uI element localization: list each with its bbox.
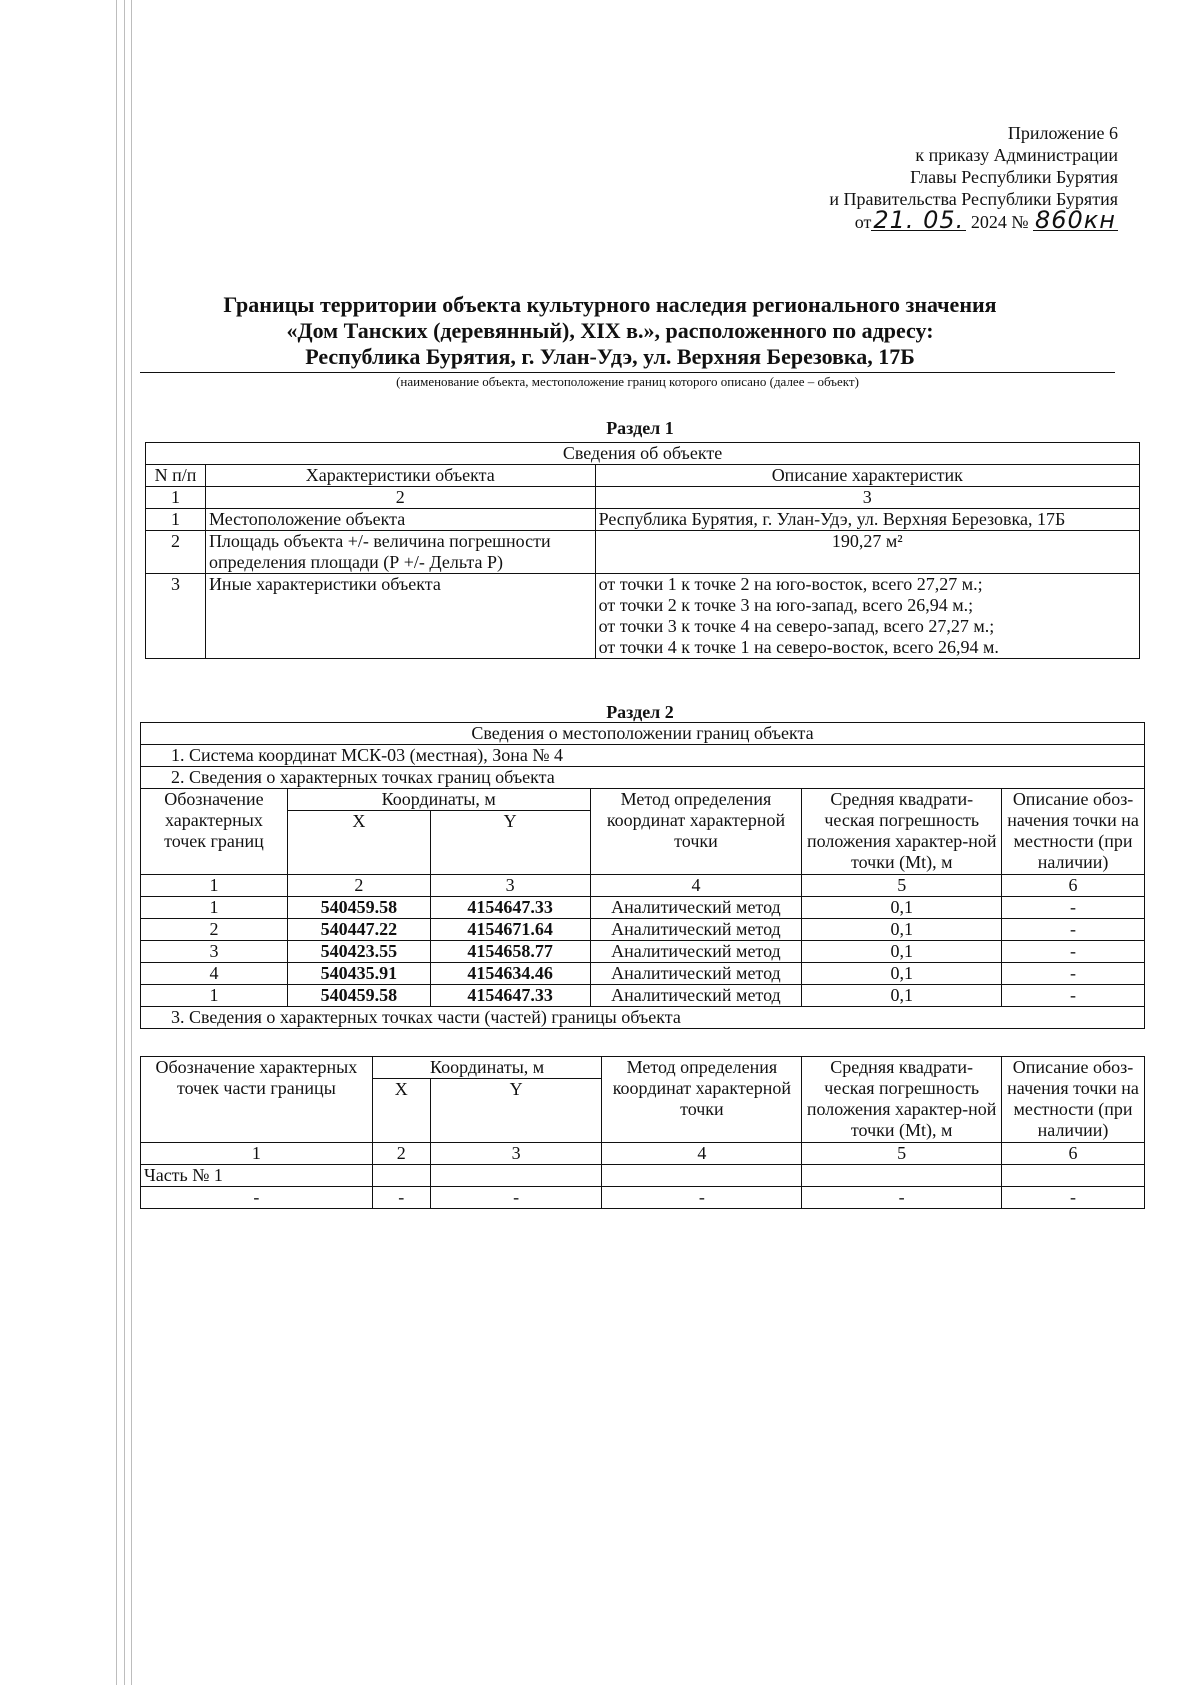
point-desc: - bbox=[1002, 941, 1145, 963]
coord-system-row: 1. Система координат МСК-03 (местная), Зона № 4 bbox=[141, 745, 1145, 767]
point-mt: 0,1 bbox=[802, 985, 1002, 1007]
point-x: 540447.22 bbox=[287, 919, 430, 941]
title-line: Республика Бурятия, г. Улан-Удэ, ул. Верхняя Березовка, 17Б bbox=[305, 344, 915, 369]
column-header: Обозначение характерных точек части границы bbox=[141, 1057, 373, 1143]
column-header: X bbox=[287, 811, 430, 875]
column-number: 2 bbox=[205, 487, 595, 509]
column-number: 5 bbox=[802, 1143, 1002, 1165]
table-row bbox=[141, 941, 1145, 963]
point-y: 4154647.33 bbox=[430, 897, 590, 919]
column-number: 5 bbox=[802, 875, 1002, 897]
point-desc: - bbox=[1002, 985, 1145, 1007]
parts-caption-row: 3. Сведения о характерных точках части (частей) границы объекта bbox=[141, 1007, 1145, 1029]
point-mt: 0,1 bbox=[802, 941, 1002, 963]
characteristic-value: Республика Бурятия, г. Улан-Удэ, ул. Верхняя Березовка, 17Б bbox=[595, 509, 1139, 531]
table-row bbox=[146, 509, 1140, 531]
column-number: 1 bbox=[146, 487, 206, 509]
point-y: 4154671.64 bbox=[430, 919, 590, 941]
characteristic-name: Иные характеристики объекта bbox=[205, 574, 595, 659]
empty-cell bbox=[372, 1165, 430, 1187]
table-row bbox=[141, 1187, 1145, 1209]
column-header: Y bbox=[430, 1079, 602, 1143]
section-1-label: Раздел 1 bbox=[606, 418, 674, 438]
point-id: 1 bbox=[141, 897, 288, 919]
point-mt: 0,1 bbox=[802, 919, 1002, 941]
column-number: 3 bbox=[430, 1143, 602, 1165]
column-number: 4 bbox=[602, 1143, 802, 1165]
table-row bbox=[141, 1165, 1145, 1187]
column-header: Y bbox=[430, 811, 590, 875]
title-line: «Дом Танских (деревянный), XIX в.», расположенного по адресу: bbox=[286, 318, 934, 343]
column-header: X bbox=[372, 1079, 430, 1143]
point-method: Аналитический метод bbox=[590, 963, 802, 985]
column-number: 1 bbox=[141, 1143, 373, 1165]
table-caption: Сведения о местоположении границ объекта bbox=[141, 723, 1145, 745]
column-header: Средняя квадрати-ческая погрешность положения характер-ной точки (Mt), м bbox=[802, 789, 1002, 875]
characteristic-name: Местоположение объекта bbox=[205, 509, 595, 531]
scan-margin-line bbox=[124, 0, 125, 1685]
part-cell: - bbox=[602, 1187, 802, 1209]
table-row bbox=[141, 897, 1145, 919]
point-y: 4154658.77 bbox=[430, 941, 590, 963]
empty-cell bbox=[430, 1165, 602, 1187]
point-method: Аналитический метод bbox=[590, 897, 802, 919]
appendix-block bbox=[829, 122, 1118, 233]
point-id: 2 bbox=[141, 919, 288, 941]
characteristic-name: Площадь объекта +/- величина погрешности определения площади (Р +/- Дельта Р) bbox=[205, 531, 595, 574]
appendix-date-line bbox=[829, 206, 1118, 234]
table-row bbox=[141, 919, 1145, 941]
date-year: 2024 № bbox=[970, 212, 1029, 232]
part-cell: - bbox=[802, 1187, 1002, 1209]
point-mt: 0,1 bbox=[802, 897, 1002, 919]
part-cell: - bbox=[372, 1187, 430, 1209]
column-header: Метод определения координат характерной точки bbox=[590, 789, 802, 875]
column-header: Средняя квадрати-ческая погрешность положения характер-ной точки (Mt), м bbox=[802, 1057, 1002, 1143]
column-number: 2 bbox=[372, 1143, 430, 1165]
appendix-line: Главы Республики Бурятия bbox=[910, 167, 1118, 187]
column-header: Описание обоз-начения точки на местности (при наличии) bbox=[1002, 789, 1145, 875]
scan-margin-line bbox=[131, 0, 132, 1685]
part-label: Часть № 1 bbox=[141, 1165, 373, 1187]
title-note: (наименование объекта, местоположение границ которого описано (далее – объект) bbox=[396, 374, 859, 389]
point-mt: 0,1 bbox=[802, 963, 1002, 985]
section-2-parts-table bbox=[140, 1056, 1145, 1209]
section-2-label: Раздел 2 bbox=[606, 702, 674, 722]
point-y: 4154634.46 bbox=[430, 963, 590, 985]
column-number: 3 bbox=[430, 875, 590, 897]
section-2-table bbox=[140, 722, 1145, 1029]
characteristic-value: 190,27 м² bbox=[595, 531, 1139, 574]
title-line: Границы территории объекта культурного наследия регионального значения bbox=[223, 292, 997, 317]
part-cell: - bbox=[1002, 1187, 1145, 1209]
column-header: Метод определения координат характерной точки bbox=[602, 1057, 802, 1143]
point-x: 540459.58 bbox=[287, 897, 430, 919]
date-prefix: от bbox=[854, 212, 872, 232]
empty-cell bbox=[602, 1165, 802, 1187]
point-x: 540423.55 bbox=[287, 941, 430, 963]
column-header: Характеристики объекта bbox=[205, 465, 595, 487]
row-number: 3 bbox=[146, 574, 206, 659]
column-header: Обозначение характерных точек границ bbox=[141, 789, 288, 875]
column-number: 4 bbox=[590, 875, 802, 897]
point-x: 540435.91 bbox=[287, 963, 430, 985]
point-y: 4154647.33 bbox=[430, 985, 590, 1007]
point-method: Аналитический метод bbox=[590, 985, 802, 1007]
point-id: 1 bbox=[141, 985, 288, 1007]
point-method: Аналитический метод bbox=[590, 941, 802, 963]
column-number: 6 bbox=[1002, 875, 1145, 897]
column-header: Описание обоз-начения точки на местности (при наличии) bbox=[1002, 1057, 1145, 1143]
points-caption-row: 2. Сведения о характерных точках границ объекта bbox=[141, 767, 1145, 789]
point-x: 540459.58 bbox=[287, 985, 430, 1007]
table-row bbox=[141, 985, 1145, 1007]
appendix-line: к приказу Администрации bbox=[915, 145, 1118, 165]
empty-cell bbox=[802, 1165, 1002, 1187]
section-1-table bbox=[145, 442, 1140, 659]
column-number: 2 bbox=[287, 875, 430, 897]
document-title bbox=[140, 292, 1080, 370]
point-desc: - bbox=[1002, 919, 1145, 941]
column-number: 1 bbox=[141, 875, 288, 897]
column-number: 3 bbox=[595, 487, 1139, 509]
point-id: 3 bbox=[141, 941, 288, 963]
point-desc: - bbox=[1002, 897, 1145, 919]
title-underline bbox=[140, 372, 1115, 373]
part-cell: - bbox=[430, 1187, 602, 1209]
handwritten-date: 21. 05. bbox=[873, 206, 965, 234]
table-caption: Сведения об объекте bbox=[146, 443, 1140, 465]
column-header: N п/п bbox=[146, 465, 206, 487]
column-header: Описание характеристик bbox=[595, 465, 1139, 487]
scan-margin-line bbox=[116, 0, 117, 1685]
column-header: Координаты, м bbox=[372, 1057, 602, 1079]
row-number: 1 bbox=[146, 509, 206, 531]
point-desc: - bbox=[1002, 963, 1145, 985]
row-number: 2 bbox=[146, 531, 206, 574]
point-method: Аналитический метод bbox=[590, 919, 802, 941]
characteristic-value: от точки 1 к точке 2 на юго-восток, всего 27,27 м.; от точки 2 к точке 3 на юго-запад, всего 26,94 м.; от точки 3 к точке 4 на северо-запад, всего 27,27 м.; от точки 4 к точке 1 на северо-восток, всего 26,94 м. bbox=[595, 574, 1139, 659]
empty-cell bbox=[1002, 1165, 1145, 1187]
appendix-line: и Правительства Республики Бурятия bbox=[829, 189, 1118, 209]
part-cell: - bbox=[141, 1187, 373, 1209]
table-row bbox=[141, 963, 1145, 985]
table-row bbox=[146, 531, 1140, 574]
appendix-line: Приложение 6 bbox=[1007, 123, 1118, 143]
point-id: 4 bbox=[141, 963, 288, 985]
handwritten-number: 860кн bbox=[1035, 206, 1116, 234]
column-number: 6 bbox=[1002, 1143, 1145, 1165]
table-row bbox=[146, 574, 1140, 659]
column-header: Координаты, м bbox=[287, 789, 590, 811]
